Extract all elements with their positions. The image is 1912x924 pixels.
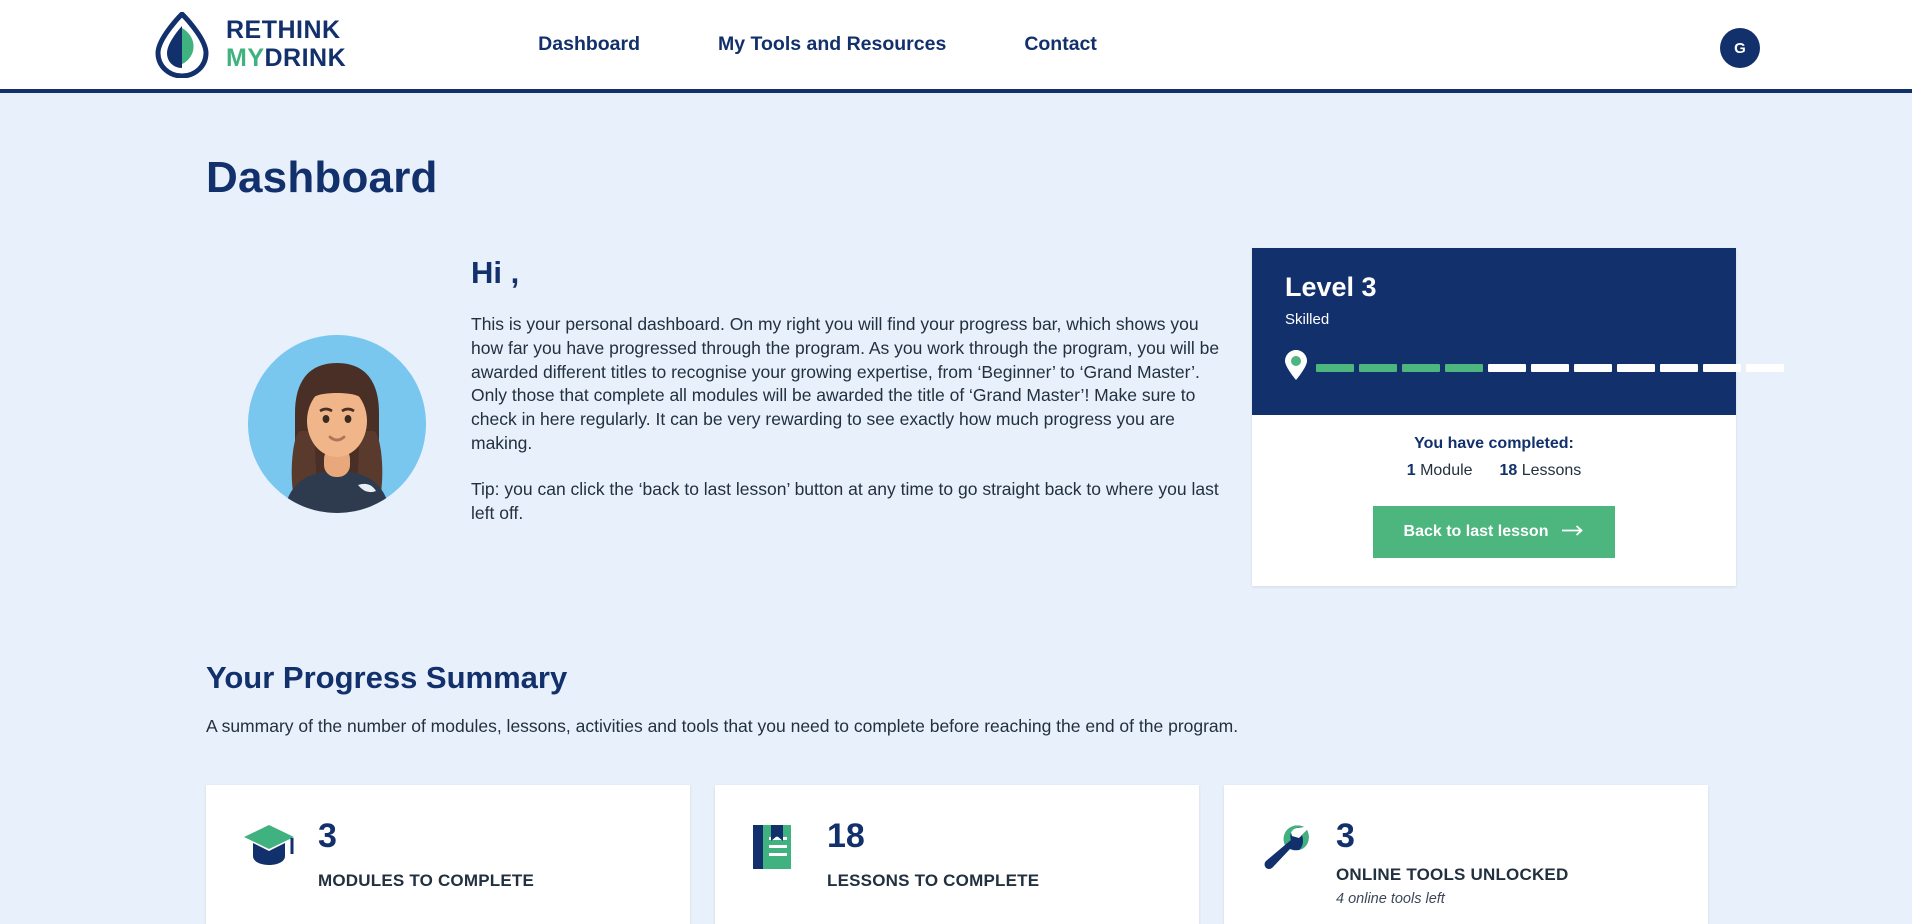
progress-segment (1660, 364, 1698, 372)
logo-wordmark (226, 18, 346, 71)
progress-segment (1574, 364, 1612, 372)
progress-segment (1402, 364, 1440, 372)
arrow-right-icon (1562, 523, 1584, 541)
back-to-last-lesson-label: Back to last lesson (1403, 523, 1549, 540)
lessons-completed-count: 18 (1499, 462, 1518, 479)
modules-to-complete-label: MODULES TO COMPLETE (318, 871, 534, 890)
modules-completed-count: 1 (1406, 462, 1416, 479)
user-illustration-avatar (248, 335, 426, 513)
level-card (1252, 248, 1736, 586)
main-nav (538, 33, 1097, 56)
progress-segment (1703, 364, 1741, 372)
online-tools-left-note: 4 online tools left (1336, 891, 1445, 907)
progress-segment (1617, 364, 1655, 372)
level-title: Level 3 (1285, 272, 1377, 302)
intro-block (206, 243, 1224, 586)
intro-paragraph-2: Tip: you can click the ‘back to last lesson’ button at any time to go straight back to where you last left off. (471, 478, 1219, 523)
book-bookmark-icon (751, 819, 805, 905)
summary-card-tools-body (1336, 819, 1568, 905)
progress-segments (1316, 364, 1784, 372)
logo-word-my: MY (226, 44, 265, 72)
modules-completed-word: Module (1420, 462, 1473, 479)
completed-stats (1252, 462, 1736, 480)
water-drop-leaf-icon (152, 12, 212, 78)
dashboard-top-row (206, 243, 1712, 586)
lessons-to-complete-count: 18 (827, 817, 865, 855)
intro-paragraph-1: This is your personal dashboard. On my right you will find your progress bar, which shows you how far you have progressed through the program. As you work through the program, you will be awarded different titles to recognise your growing expertise, from ‘Beginner’ to ‘Grand Master’. Only those that complete all modules will be awarded the title of ‘Grand Master’! Make sure to check in here regularly. It can be very rewarding to see exactly how much progress you are making. (471, 314, 1220, 453)
progress-segment (1746, 364, 1784, 372)
progress-segment (1316, 364, 1354, 372)
summary-card-modules (206, 785, 690, 924)
logo-word-drink: DRINK (264, 44, 347, 72)
progress-summary-description: A summary of the number of modules, lessons, activities and tools that you need to complete before reaching the end of the program. (206, 716, 1239, 736)
progress-segment (1488, 364, 1526, 372)
nav-item-my-tools-and-resources[interactable]: My Tools and Resources (718, 33, 947, 55)
page-title: Dashboard (206, 153, 438, 202)
wrench-icon (1260, 819, 1314, 905)
back-to-last-lesson-button[interactable] (1373, 506, 1616, 558)
summary-card-tools (1224, 785, 1708, 924)
summary-card-lessons-body (827, 819, 1039, 905)
progress-summary-title: Your Progress Summary (206, 660, 568, 695)
summary-cards (206, 785, 1712, 924)
greeting: Hi , (471, 255, 520, 290)
graduation-cap-icon (242, 819, 296, 905)
lessons-to-complete-label: LESSONS TO COMPLETE (827, 871, 1040, 890)
level-card-header (1252, 248, 1736, 415)
modules-to-complete-count: 3 (318, 817, 337, 855)
progress-segment (1359, 364, 1397, 372)
lessons-completed-word: Lessons (1521, 462, 1582, 479)
level-subtitle: Skilled (1285, 311, 1330, 328)
site-header (0, 0, 1912, 93)
online-tools-unlocked-count: 3 (1336, 817, 1355, 855)
progress-segment (1531, 364, 1569, 372)
progress-bar (1285, 350, 1703, 385)
summary-card-modules-body (318, 819, 534, 905)
intro-text (471, 243, 1224, 586)
summary-card-lessons (715, 785, 1199, 924)
progress-segment (1445, 364, 1483, 372)
online-tools-unlocked-label: ONLINE TOOLS UNLOCKED (1336, 865, 1569, 884)
content-wrapper (0, 153, 1912, 924)
map-pin-icon (1285, 350, 1307, 385)
nav-item-dashboard[interactable]: Dashboard (538, 33, 641, 55)
avatar[interactable]: G (1720, 28, 1760, 68)
page-body (0, 153, 1912, 924)
completed-label: You have completed: (1414, 435, 1574, 452)
logo[interactable] (152, 12, 346, 78)
nav-item-contact[interactable]: Contact (1024, 33, 1097, 55)
logo-line-rethink: RETHINK (226, 16, 341, 44)
logo-line-mydrink (226, 46, 346, 71)
level-card-body (1252, 415, 1736, 586)
